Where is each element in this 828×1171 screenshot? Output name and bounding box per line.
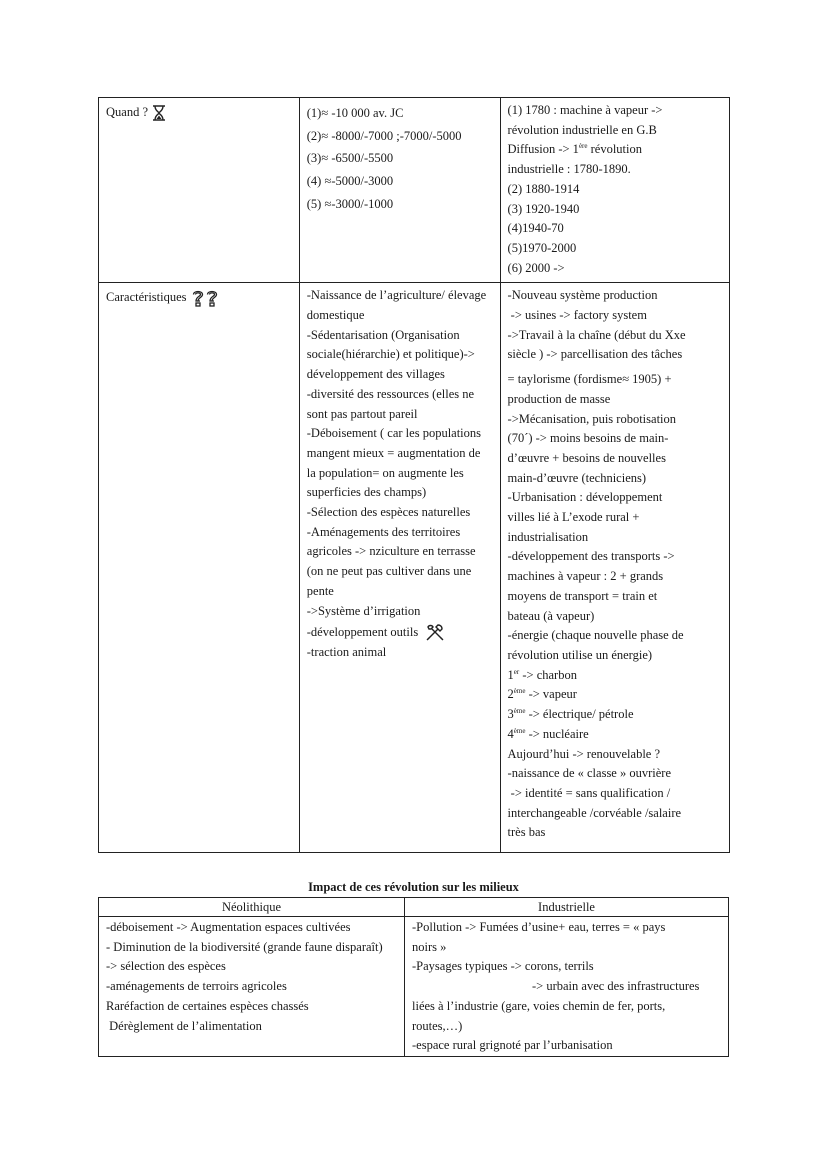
car-ind-line: moyens de transport = train et bbox=[507, 588, 658, 603]
when-ind-line: (3) 1920-1940 bbox=[507, 201, 580, 216]
impact-ind-line: -Paysages typiques -> corons, terrils bbox=[412, 959, 594, 974]
when-neo-line: (4) ≈-5000/-3000 bbox=[306, 174, 394, 189]
car-neo-line: développement des villages bbox=[306, 367, 445, 382]
when-neo-line: (2)≈ -8000/-7000 ;-7000/-5000 bbox=[306, 128, 462, 143]
characteristics-industrial bbox=[500, 283, 729, 853]
when-ind-line: révolution industrielle en G.B bbox=[507, 122, 657, 137]
header-neolithic: Néolithique bbox=[99, 898, 405, 917]
car-ind-line: villes lié à L’exode rural + bbox=[507, 510, 640, 525]
car-ind-line: très bas bbox=[507, 825, 546, 840]
question-marks-icon bbox=[191, 289, 219, 307]
when-ind-line: (4)1940-70 bbox=[507, 221, 564, 236]
impact-table bbox=[98, 897, 729, 1057]
when-neo-line: (3)≈ -6500/-5500 bbox=[306, 151, 394, 166]
car-neo-line: -Naissance de l’agriculture/ élevage bbox=[306, 288, 487, 303]
car-ind-line: -Nouveau système production bbox=[507, 288, 658, 303]
car-ind-line: -énergie (chaque nouvelle phase de bbox=[507, 628, 684, 643]
when-ind-line: (6) 2000 -> bbox=[507, 260, 565, 275]
energy-line: 2ème -> vapeur bbox=[507, 687, 577, 702]
impact-ind-line: noirs » bbox=[412, 939, 447, 954]
car-ind-line: main-d’œuvre (techniciens) bbox=[507, 470, 647, 485]
car-ind-line: siècle ) -> parcellisation des tâches bbox=[507, 347, 683, 362]
car-ind-line: production de masse bbox=[507, 391, 611, 406]
car-ind-line: industrialisation bbox=[507, 529, 589, 544]
impact-ind-line: routes,…) bbox=[412, 1018, 463, 1033]
row-characteristics bbox=[99, 283, 730, 853]
impact-ind-line: -Pollution -> Fumées d’usine+ eau, terres = « pays bbox=[412, 920, 666, 934]
car-neo-line: -traction animal bbox=[306, 644, 387, 659]
car-neo-line: -Déboisement ( car les populations bbox=[306, 426, 482, 441]
when-neo-line: (5) ≈-3000/-1000 bbox=[306, 196, 394, 211]
energy-line: 1er -> charbon bbox=[507, 667, 577, 682]
tools-icon bbox=[425, 624, 445, 642]
car-ind-line: révolution utilise un énergie) bbox=[507, 647, 653, 662]
car-ind-line: -> usines -> factory system bbox=[507, 308, 647, 323]
car-neo-line: -diversité des ressources (elles ne bbox=[306, 386, 475, 401]
impact-ind-line: liées à l’industrie (gare, voies chemin de fer, ports, bbox=[412, 998, 666, 1013]
characteristics-neolithic bbox=[299, 283, 500, 853]
label-characteristics: Caractéristiques bbox=[106, 290, 187, 305]
row-label-when bbox=[99, 98, 300, 283]
energy-line: 3ème -> électrique/ pétrole bbox=[507, 707, 634, 722]
impact-neolithic bbox=[99, 917, 405, 1057]
row-label-characteristics bbox=[99, 283, 300, 853]
car-ind-line: bateau (à vapeur) bbox=[507, 608, 595, 623]
car-ind-line: ->Mécanisation, puis robotisation bbox=[507, 411, 677, 426]
car-neo-line: -Sédentarisation (Organisation bbox=[306, 327, 460, 342]
impact-neo-line: -aménagements de terroirs agricoles bbox=[106, 979, 287, 994]
when-neolithic bbox=[299, 98, 500, 283]
car-neo-line: -Sélection des espèces naturelles bbox=[306, 505, 471, 520]
when-ind-line-diffusion: Diffusion -> 1ère révolution bbox=[507, 142, 642, 157]
car-neo-line: sont pas partout pareil bbox=[306, 406, 418, 421]
car-neo-line: agricoles -> nziculture en terrasse bbox=[306, 544, 476, 559]
car-neo-line: ->Système d’irrigation bbox=[306, 603, 421, 618]
impact-neo-line: Raréfaction de certaines espèces chassés bbox=[106, 998, 309, 1013]
revolutions-table bbox=[98, 97, 730, 853]
car-neo-line: domestique bbox=[306, 308, 365, 323]
car-neo-line: superficies des champs) bbox=[306, 485, 427, 500]
impact-neo-line: -> sélection des espèces bbox=[106, 959, 226, 974]
impact-ind-line: -espace rural grignoté par l’urbanisation bbox=[412, 1038, 613, 1053]
car-ind-line: machines à vapeur : 2 + grands bbox=[507, 569, 664, 584]
car-neo-line: -Aménagements des territoires bbox=[306, 524, 461, 539]
label-when: Quand ? bbox=[106, 105, 148, 119]
car-neo-line: la population= on augmente les bbox=[306, 465, 464, 480]
car-ind-line: = taylorisme (fordisme≈ 1905) + bbox=[507, 372, 672, 387]
when-neo-line: (1)≈ -10 000 av. JC bbox=[306, 106, 404, 120]
impact-ind-line: -> urbain avec des infrastructures bbox=[532, 979, 700, 994]
car-ind-line: ->Travail à la chaîne (début du Xxe bbox=[507, 327, 686, 342]
header-industrial: Industrielle bbox=[405, 898, 729, 917]
impact-header-row bbox=[99, 898, 729, 917]
when-ind-line: industrielle : 1780-1890. bbox=[507, 162, 631, 177]
row-when bbox=[99, 98, 730, 283]
when-ind-line: (5)1970-2000 bbox=[507, 240, 577, 255]
impact-body-row bbox=[99, 917, 729, 1057]
impact-neo-line: -déboisement -> Augmentation espaces cultivées bbox=[106, 920, 351, 934]
impact-industrial bbox=[405, 917, 729, 1057]
car-ind-line: Aujourd’hui -> renouvelable ? bbox=[507, 746, 661, 761]
car-neo-line: (on ne peut pas cultiver dans une bbox=[306, 564, 472, 579]
impact-neo-line: Dérèglement de l’alimentation bbox=[106, 1018, 262, 1033]
car-ind-line: -Urbanisation : développement bbox=[507, 490, 663, 505]
car-ind-line: d’œuvre + besoins de nouvelles bbox=[507, 450, 666, 465]
energy-line: 4ème -> nucléaire bbox=[507, 726, 589, 741]
car-ind-line: -développement des transports -> bbox=[507, 549, 675, 564]
hourglass-icon bbox=[152, 105, 166, 121]
car-neo-line-tools: -développement outils bbox=[307, 623, 493, 643]
car-neo-line: mangent mieux = augmentation de bbox=[306, 445, 481, 460]
when-ind-line: (1) 1780 : machine à vapeur -> bbox=[507, 103, 663, 117]
car-neo-line: sociale(hiérarchie) et politique)-> bbox=[306, 347, 475, 362]
car-ind-line: interchangeable /corvéable /salaire bbox=[507, 805, 682, 820]
car-neo-line: pente bbox=[306, 583, 334, 598]
car-ind-line: -naissance de « classe » ouvrière bbox=[507, 766, 672, 781]
when-industrial bbox=[500, 98, 729, 283]
car-ind-line: -> identité = sans qualification / bbox=[507, 785, 671, 800]
car-ind-line: (70´) -> moins besoins de main- bbox=[507, 431, 669, 446]
impact-table-title: Impact de ces révolution sur les milieux bbox=[308, 880, 519, 894]
when-ind-line: (2) 1880-1914 bbox=[507, 181, 580, 196]
impact-neo-line: - Diminution de la biodiversité (grande faune disparaît) bbox=[106, 939, 383, 954]
